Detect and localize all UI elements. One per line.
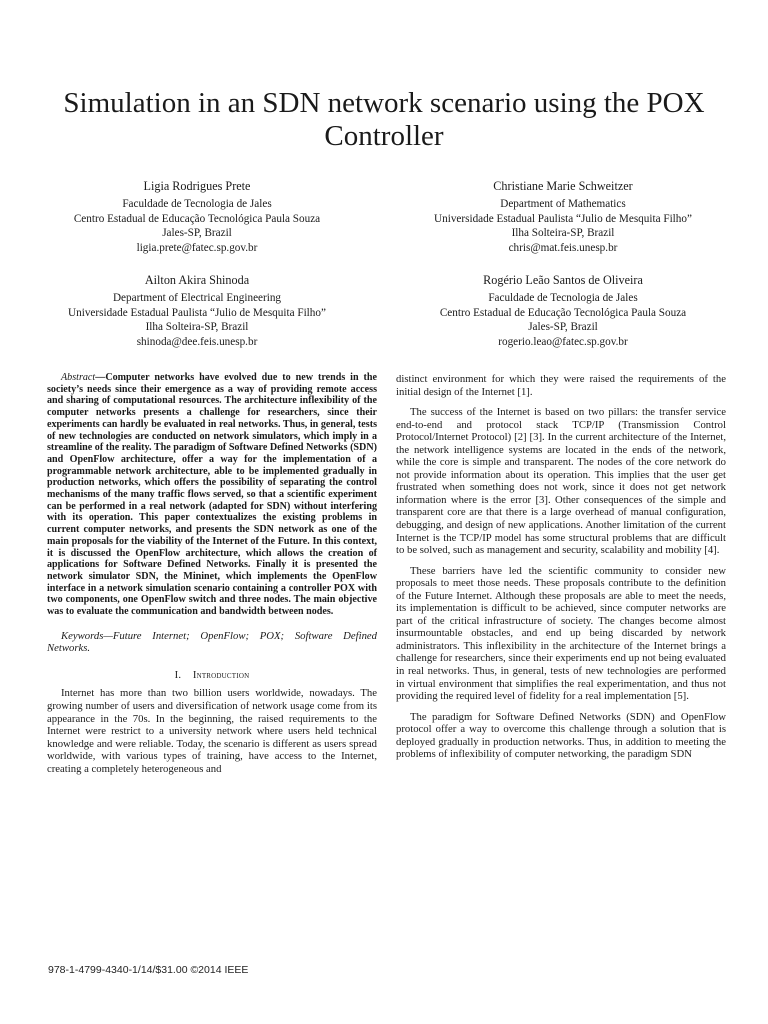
author-affiliation: Universidade Estadual Paulista “Julio de Mesquita Filho” <box>434 212 692 225</box>
author-affiliation: Department of Electrical Engineering <box>112 292 282 304</box>
author-email: ligia.prete@fatec.sp.gov.br <box>136 241 258 254</box>
author-name: Ligia Rodrigues Prete <box>143 179 251 193</box>
author-affiliation: Faculdade de Tecnologia de Jales <box>122 198 272 210</box>
body-paragraph: The paradigm for Software Defined Networks (SDN) and OpenFlow protocol offer a way to overcome this challenge through a solution that is deployed gradually in production networks. Thus, in addition to meeting the problems of inflexibility of computer networking, the paradigm SDN <box>396 710 726 761</box>
left-column <box>47 372 377 783</box>
abstract-text: —Computer networks have evolved due to new trends in the society’s needs since their emergence as a way of providing remote access and sharing of computational resources. The architecture inflexibility of the computer networks presents a challenge for researchers, since their experiments can hardly be evaluated in real networks. Thus, in general, tests of new technologies are conducted on network simulators, which imply in a streamline of the reality. The paradigm of Software Defined Networks (SDN) and OpenFlow architecture, offer a way for the implementation of a programmable network architecture, able to be implemented gradually in production networks, which offers the possibility of separating the control mechanisms of the many traffic flows served, so that a scientific experiment can be performed in a real network (adapted for SDN) without interfering with its operation. This paper contextualizes the existing problems in current computer networks, and presents the SDN network as one of the main proposals for the viability of the Internet of the Future. In this context, it is discussed the OpenFlow architecture, which allows the creation of applications for Software Defined Networks. Finally it is presented the network simulator SDN, the Mininet, which implements the OpenFlow interface in a network simulation scenario containing a controller POX with two components, one OpenFlow switch and three nodes. The main objective was to evaluate the communication and bandwidth between nodes. <box>47 372 377 618</box>
right-column <box>396 373 726 769</box>
author-location: Ilha Solteira-SP, Brazil <box>145 321 249 334</box>
body-paragraph: The success of the Internet is based on two pillars: the transfer service end-to-end and protocol stack TCP/IP (Transmission Control Protocol/Internet Protocol) [2] [3]. In the current architecture of the Internet, the network intelligence systems are located in the ends of the network, while the core is simple and transparent. The nodes of the core network do not provide information about its operation. This implies that the user get frustrated when something does not work, since it does not get network information where is the error [3]. Other consequences of the simple and transparent core are that there is a large overhead of manual configuration, debugging, and design of new applications. Another limitation of the current Internet is the TCP/IP model has some structural problems that are difficult to be solved, such as management and security, scalability and mobility [4]. <box>396 406 726 557</box>
section-heading-introduction <box>47 669 377 682</box>
copyright-footer: 978-1-4799-4340-1/14/$31.00 ©2014 IEEE <box>48 964 249 976</box>
author-email: shinoda@dee.feis.unesp.br <box>136 335 258 348</box>
author-block-3 <box>32 272 362 349</box>
author-affiliation: Department of Mathematics <box>500 198 626 210</box>
author-affiliation: Centro Estadual de Educação Tecnológica Paula Souza <box>73 212 321 225</box>
author-block-4 <box>398 272 728 349</box>
body-paragraph: distinct environment for which they were raised the requirements of the initial design of the Internet [1]. <box>396 373 726 398</box>
author-location: Jales-SP, Brazil <box>528 321 598 334</box>
body-paragraph: Internet has more than two billion users worldwide, nowadays. The growing number of users and diversification of network usage come from its appearance in the 70s. In the beginning, the raised requirements to the Internet were restrict to a university network where users held technical knowledge and were reliable. Today, the scenario is different as users spread worldwide, with various types of training, have access to the Internet, creating a completely heterogeneous and <box>47 687 377 775</box>
author-location: Jales-SP, Brazil <box>162 227 232 240</box>
author-location: Ilha Solteira-SP, Brazil <box>511 227 615 240</box>
author-block-2 <box>398 178 728 255</box>
author-affiliation: Faculdade de Tecnologia de Jales <box>488 292 638 304</box>
paper-title: Simulation in an SDN network scenario using the POX Controller <box>63 87 705 153</box>
author-affiliation: Centro Estadual de Educação Tecnológica Paula Souza <box>439 306 687 319</box>
abstract <box>47 372 377 618</box>
author-name: Ailton Akira Shinoda <box>144 273 250 287</box>
section-number: I. <box>174 668 182 681</box>
author-name: Christiane Marie Schweitzer <box>493 179 633 193</box>
author-email: rogerio.leao@fatec.sp.gov.br <box>498 335 628 348</box>
body-paragraph: These barriers have led the scientific community to consider new proposals to meet those needs. These proposals contribute to the definition of the Future Internet. Although these proposals are able to meet the needs, its implementation is difficult to be achieved, since computer networks are part of the critical infrastructure of society. The changes become almost insurmountable obstacles, and end up being discarded by network administrators. This inflexibility in the architecture of the Internet brings a challenge for researchers, since their experiments end up not being evaluated in real networks. Thus, in general, tests of new technologies are performed in virtual environment that simplifies the real experimentation, and thus not providing the required level of fidelity for a real implementation [5]. <box>396 564 726 703</box>
author-affiliation: Universidade Estadual Paulista “Julio de Mesquita Filho” <box>68 306 326 319</box>
author-block-1 <box>32 178 362 255</box>
author-name: Rogério Leão Santos de Oliveira <box>483 273 643 287</box>
keywords: Keywords—Future Internet; OpenFlow; POX; Software Defined Networks. <box>47 629 377 655</box>
author-email: chris@mat.feis.unesp.br <box>508 241 618 254</box>
abstract-label: Abstract <box>61 372 96 383</box>
section-title: Introduction <box>192 668 250 681</box>
